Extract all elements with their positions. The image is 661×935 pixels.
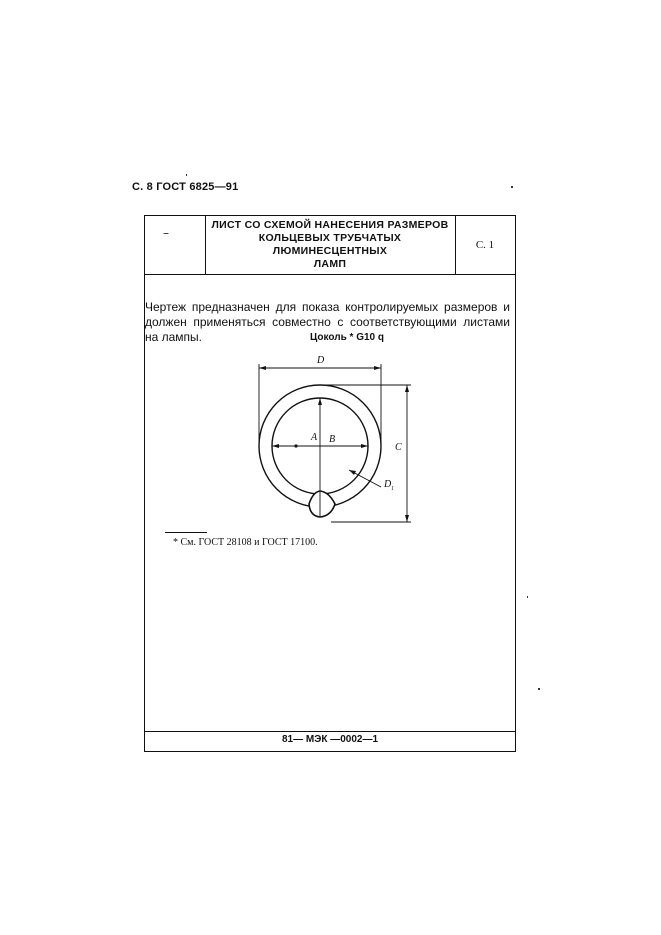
sheet-title-line-2: КОЛЬЦЕВЫХ ТРУБЧАТЫХ ЛЮМИНЕСЦЕНТНЫХ [258,232,402,257]
footer-rule-bottom [144,751,516,752]
sheet-title-line-1: ЛИСТ СО СХЕМОЙ НАНЕСЕНИЯ РАЗМЕРОВ [211,219,449,231]
d-arrow-right [374,366,381,370]
scan-speck [538,688,540,690]
label-d1: D [384,479,392,490]
b-arrow-right [361,444,368,448]
title-block [145,216,515,275]
intro-paragraph: Чертеж предназначен для показа контролируемых размеров и должен применяться совместно с соответствующими листами на лампы. [145,300,510,344]
label-c: C [395,442,402,453]
base-label: Цоколь * G10 q [310,332,385,343]
b-arrow-left [272,444,279,448]
center-mark [294,444,297,447]
scan-speck [527,596,528,598]
lamp-dimension-drawing [241,352,421,542]
label-a: A [311,432,318,443]
title-block-left-cell [145,216,206,274]
sheet-title [205,216,456,274]
footnote-rule [165,532,207,533]
footer-code: 81— МЭК —0002—1 [281,734,379,745]
d1-arrow [349,470,356,475]
lamp-base-cap [309,491,335,517]
c-arrow-top [405,385,409,392]
footer-rule-top [144,731,516,732]
page-header: С. 8 ГОСТ 6825—91 [132,181,239,193]
document-frame [144,215,516,752]
left-mark: – [163,226,169,240]
sheet-title-line-3: ЛАМП [313,258,347,270]
d-arrow-left [259,366,266,370]
label-b: B [329,434,336,445]
scan-speck [511,186,513,188]
label-d1-sub: 1 [391,486,394,492]
scan-speck [186,174,187,176]
sheet-number: С. 1 [475,239,495,251]
a-arrow-top [318,398,322,405]
label-d: D [317,355,325,366]
c-arrow-bottom [405,515,409,522]
footnote: * См. ГОСТ 28108 и ГОСТ 17100. [173,537,318,548]
